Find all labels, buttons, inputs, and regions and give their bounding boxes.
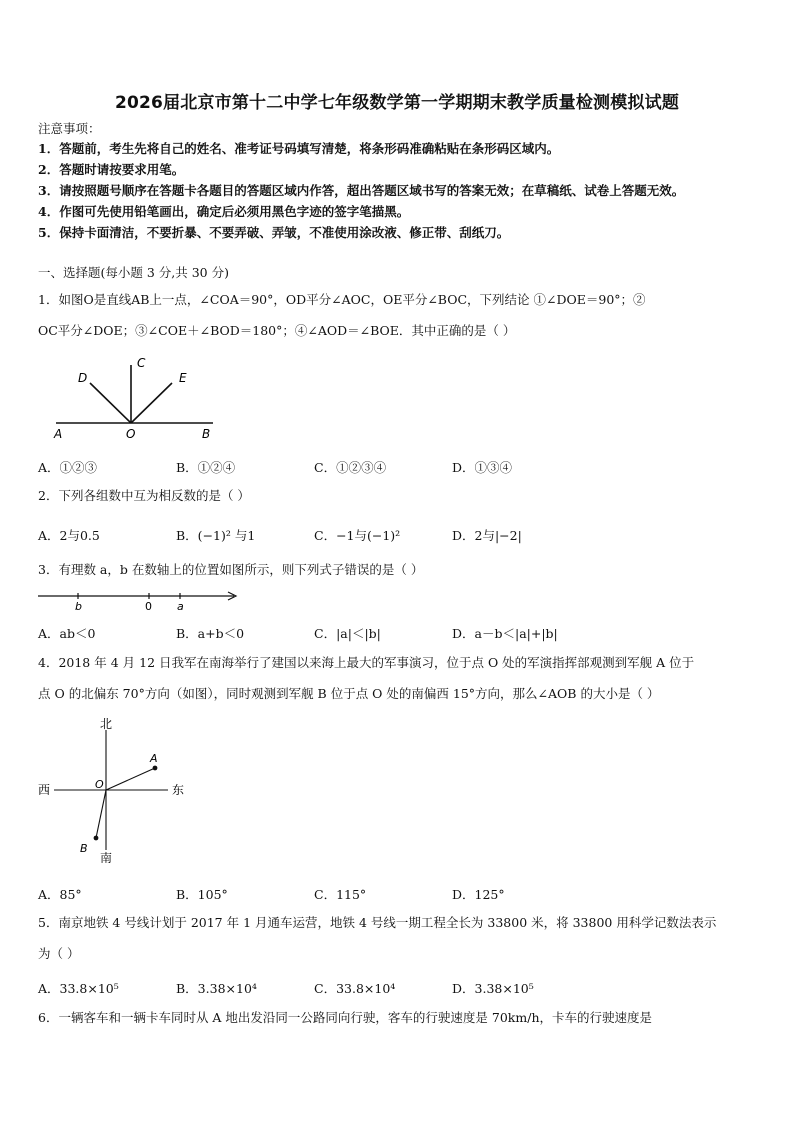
notice-item-5: 5．保持卡面清洁，不要折暴、不要弄破、弄皱，不准使用涂改液、修正带、刮纸刀。 (38, 225, 510, 240)
q1-figure (38, 352, 228, 444)
q4-compass-figure (36, 716, 194, 868)
q1-option-d[interactable]: D．①③④ (452, 460, 513, 475)
label-south: 南 (100, 851, 113, 865)
q3-option-b[interactable]: B．a+b＜0 (176, 626, 245, 641)
point-b (94, 836, 99, 841)
page-title: 2026届北京市第十二中学七年级数学第一学期期末教学质量检测模拟试题 (114, 93, 680, 113)
q2-stem: 2．下列各组数中互为相反数的是（ ） (38, 488, 250, 503)
ray-oa (106, 768, 155, 790)
label-west: 西 (38, 783, 51, 797)
label-c: C (137, 356, 146, 370)
q3-stem: 3．有理数 a，b 在数轴上的位置如图所示，则下列式子错误的是（ ） (38, 562, 424, 577)
q3-option-d[interactable]: D．a－b＜|a|+|b| (452, 626, 558, 641)
q4-option-c[interactable]: C．115° (314, 887, 367, 902)
label-b: b (75, 600, 82, 613)
label-zero: 0 (145, 600, 152, 613)
q3-option-c[interactable]: C．|a|＜|b| (314, 626, 381, 641)
q1-line2: OC平分∠DOE；③∠COE＋∠BOD＝180°；④∠AOD＝∠BOE．其中正确的是（ ） (38, 323, 516, 338)
q2-option-c[interactable]: C．−1与(−1)² (314, 528, 401, 543)
label-e: E (179, 371, 187, 385)
q2-option-b[interactable]: B．(−1)² 与1 (176, 528, 256, 543)
notice-item-1: 1．答题前，考生先将自己的姓名、准考证号码填写清楚，将条形码准确粘贴在条形码区域内。 (38, 141, 560, 156)
q3-number-line (38, 588, 243, 614)
point-a (153, 766, 158, 771)
ray-ob (96, 790, 106, 838)
ray-od (90, 383, 131, 423)
notice-item-3: 3．请按照题号顺序在答题卡各题目的答题区域内作答，超出答题区域书写的答案无效；在草稿纸、试卷上答题无效。 (38, 183, 685, 198)
q2-option-d[interactable]: D．2与|−2| (452, 528, 522, 543)
q3-option-a[interactable]: A．ab＜0 (38, 626, 96, 641)
label-b: B (202, 427, 211, 441)
q5-line1: 5．南京地铁 4 号线计划于 2017 年 1 月通车运营，地铁 4 号线一期工程全长为 33800 米，将 33800 用科学记数法表示 (38, 915, 717, 930)
q5-option-b[interactable]: B．3.38×10⁴ (176, 981, 257, 996)
q2-option-a[interactable]: A．2与0.5 (38, 528, 100, 543)
label-a: a (177, 600, 184, 613)
q5-line2: 为（ ） (38, 946, 80, 961)
label-b: B (80, 842, 88, 855)
q6-line1: 6．一辆客车和一辆卡车同时从 A 地出发沿同一公路同向行驶，客车的行驶速度是 70km/h，卡车的行驶速度是 (38, 1010, 652, 1025)
q1-option-c[interactable]: C．①②③④ (314, 460, 387, 475)
q5-option-c[interactable]: C．33.8×10⁴ (314, 981, 396, 996)
section-heading: 一、选择题(每小题 3 分,共 30 分) (38, 265, 229, 280)
label-east: 东 (172, 783, 185, 797)
q4-option-d[interactable]: D．125° (452, 887, 505, 902)
label-a: A (150, 752, 158, 765)
label-o: O (95, 778, 104, 791)
q5-option-a[interactable]: A．33.8×10⁵ (38, 981, 119, 996)
q4-option-a[interactable]: A．85° (38, 887, 82, 902)
q4-option-b[interactable]: B．105° (176, 887, 228, 902)
q5-option-d[interactable]: D．3.38×10⁵ (452, 981, 534, 996)
notice-heading: 注意事项： (38, 121, 101, 136)
label-o: O (126, 427, 136, 441)
ray-oe (131, 383, 172, 423)
label-a: A (54, 427, 63, 441)
q1-option-b[interactable]: B．①②④ (176, 460, 236, 475)
q4-line2: 点 O 的北偏东 70°方向（如图），同时观测到军舰 B 位于点 O 处的南偏西 15°方向，那么∠AOB 的大小是（ ） (38, 686, 660, 701)
notice-item-2: 2．答题时请按要求用笔。 (38, 162, 185, 177)
label-d: D (78, 371, 88, 385)
q4-line1: 4．2018 年 4 月 12 日我军在南海举行了建国以来海上最大的军事演习，位于点 O 处的军演指挥部观测到军舰 A 位于 (38, 655, 695, 670)
notice-item-4: 4．作图可先使用铅笔画出，确定后必须用黑色字迹的签字笔描黑。 (38, 204, 410, 219)
q1-option-a[interactable]: A．①②③ (38, 460, 98, 475)
q1-line1: 1．如图O是直线AB上一点，∠COA＝90°，OD平分∠AOC，OE平分∠BOC，下列结论 ①∠DOE＝90°；② (38, 292, 646, 307)
label-north: 北 (100, 717, 113, 731)
